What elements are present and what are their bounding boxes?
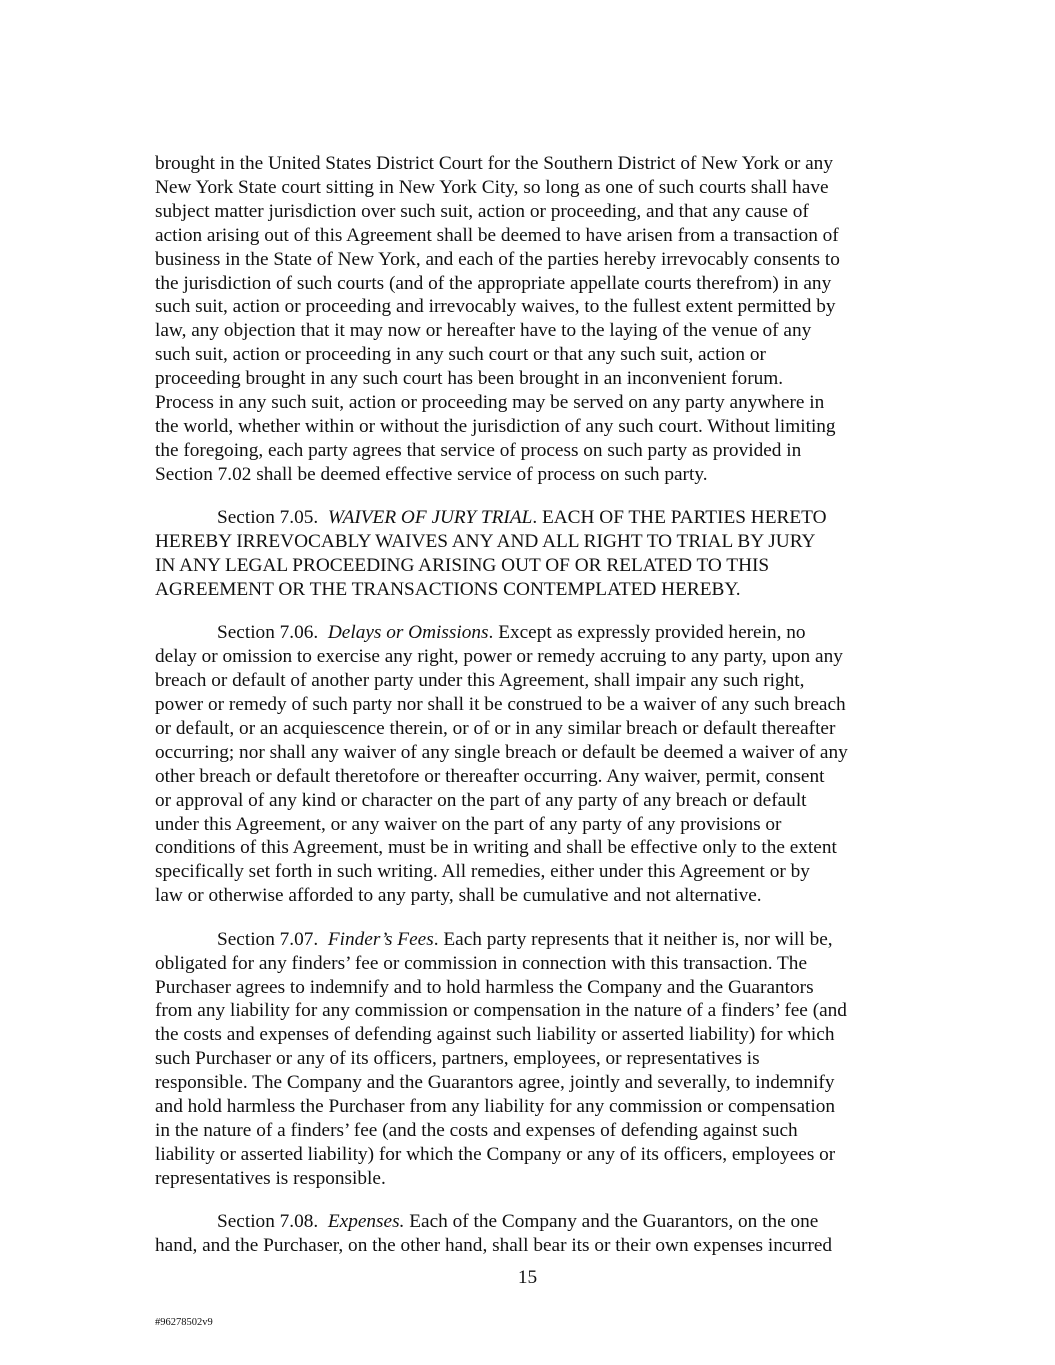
text-line: conditions of this Agreement, must be in writing and shall be effective only to the extent (155, 837, 837, 859)
section-first-line-text: . Each party represents that it neither is, nor will be, (433, 928, 833, 950)
section-first-line-text: Each of the Company and the Guarantors, on the one (404, 1211, 819, 1233)
text-line: law or otherwise afforded to any party, shall be cumulative and not alternative. (155, 885, 762, 907)
text-line: such suit, action or proceeding and irrevocably waives, to the fullest extent permitted by (155, 296, 836, 318)
section-7-08 (155, 1210, 915, 1258)
text-line: or approval of any kind or character on the part of any party of any breach or default (155, 789, 807, 811)
text-line: liability or asserted liability) for which the Company or any of its officers, employees or (155, 1143, 836, 1165)
text-line: or default, or an acquiescence therein, or of or in any similar breach or default thereafter (155, 717, 836, 739)
text-line: subject matter jurisdiction over such suit, action or proceeding, and that any cause of (155, 200, 809, 222)
text-line: the jurisdiction of such courts (and of the appropriate appellate courts therefrom) in any (155, 272, 832, 294)
text-line: law, any objection that it may now or hereafter have to the laying of the venue of any (155, 320, 812, 342)
section-7-06 (155, 621, 915, 908)
page-number: 15 (517, 1267, 538, 1288)
section-first-line-text: . Except as expressly provided herein, no (488, 622, 806, 644)
section-7-07 (155, 928, 915, 1191)
text-line: New York State court sitting in New York City, so long as one of such courts shall have (155, 176, 829, 198)
text-line: Purchaser agrees to indemnify and to hold harmless the Company and the Guarantors (155, 976, 814, 998)
text-line: Process in any such suit, action or proceeding may be served on any party anywhere in (155, 392, 825, 414)
document-body (155, 152, 915, 1277)
section-label: Section 7.08. (217, 1211, 319, 1233)
section-first-line (155, 1210, 915, 1234)
section-label: Section 7.06. (217, 622, 319, 644)
document-id: #96278502v9 (155, 1317, 213, 1328)
section-label: Section 7.05. (217, 507, 319, 529)
text-line: occurring; nor shall any waiver of any single breach or default be deemed a waiver of any (155, 741, 848, 763)
text-line: under this Agreement, or any waiver on the part of any party of any provisions or (155, 813, 782, 835)
section-first-line (155, 621, 915, 645)
section-heading: Finder’s Fees (327, 928, 434, 950)
text-line: the world, whether within or without the jurisdiction of any such court. Without limiting (155, 415, 836, 437)
text-line: the foregoing, each party agrees that service of process on such party as provided in (155, 439, 802, 461)
text-line: such suit, action or proceeding in any such court or that any such suit, action or (155, 344, 766, 366)
text-line: delay or omission to exercise any right, power or remedy accruing to any party, upon any (155, 646, 843, 668)
text-line: such Purchaser or any of its officers, partners, employees, or representatives is (155, 1048, 760, 1070)
text-line: AGREEMENT OR THE TRANSACTIONS CONTEMPLATED HEREBY. (155, 578, 741, 600)
section-7-05 (155, 506, 915, 602)
text-line: breach or default of another party under this Agreement, shall impair any such right, (155, 670, 805, 692)
text-line: HEREBY IRREVOCABLY WAIVES ANY AND ALL RIGHT TO TRIAL BY JURY (155, 531, 816, 553)
text-line: Section 7.02 shall be deemed effective service of process on such party. (155, 463, 708, 485)
section-heading: Expenses. (327, 1211, 405, 1233)
text-line: in the nature of a finders’ fee (and the costs and expenses of defending against such (155, 1119, 798, 1141)
text-line: responsible. The Company and the Guarantors agree, jointly and severally, to indemnify (155, 1072, 835, 1094)
text-line: from any liability for any commission or compensation in the nature of a finders’ fee (and (155, 1000, 847, 1022)
section-heading: WAIVER OF JURY TRIAL (327, 507, 533, 529)
text-line: representatives is responsible. (155, 1167, 386, 1189)
text-line: power or remedy of such party nor shall it be construed to be a waiver of any such breach (155, 694, 846, 716)
text-line: specifically set forth in such writing. All remedies, either under this Agreement or by (155, 861, 810, 883)
text-line: hand, and the Purchaser, on the other hand, shall bear its or their own expenses incurred (155, 1235, 833, 1257)
text-line: and hold harmless the Purchaser from any liability for any commission or compensation (155, 1096, 836, 1118)
text-line: action arising out of this Agreement shall be deemed to have arisen from a transaction of (155, 224, 839, 246)
section-heading: Delays or Omissions (327, 622, 489, 644)
text-line: other breach or default theretofore or thereafter occurring. Any waiver, permit, consent (155, 765, 825, 787)
section-first-line-text: . EACH OF THE PARTIES HERETO (532, 507, 827, 529)
paragraph-continuation (155, 152, 915, 487)
section-first-line (155, 506, 915, 530)
text-line: brought in the United States District Court for the Southern District of New York or any (155, 153, 833, 174)
text-line: IN ANY LEGAL PROCEEDING ARISING OUT OF OR RELATED TO THIS (155, 555, 770, 576)
section-label: Section 7.07. (217, 928, 319, 950)
text-line: the costs and expenses of defending against such liability or asserted liability) for which (155, 1024, 835, 1046)
text-line: obligated for any finders’ fee or commission in connection with this transaction. The (155, 952, 808, 974)
section-first-line (155, 928, 915, 952)
text-line: business in the State of New York, and each of the parties hereby irrevocably consents to (155, 248, 840, 270)
text-line: proceeding brought in any such court has been brought in an inconvenient forum. (155, 368, 784, 390)
